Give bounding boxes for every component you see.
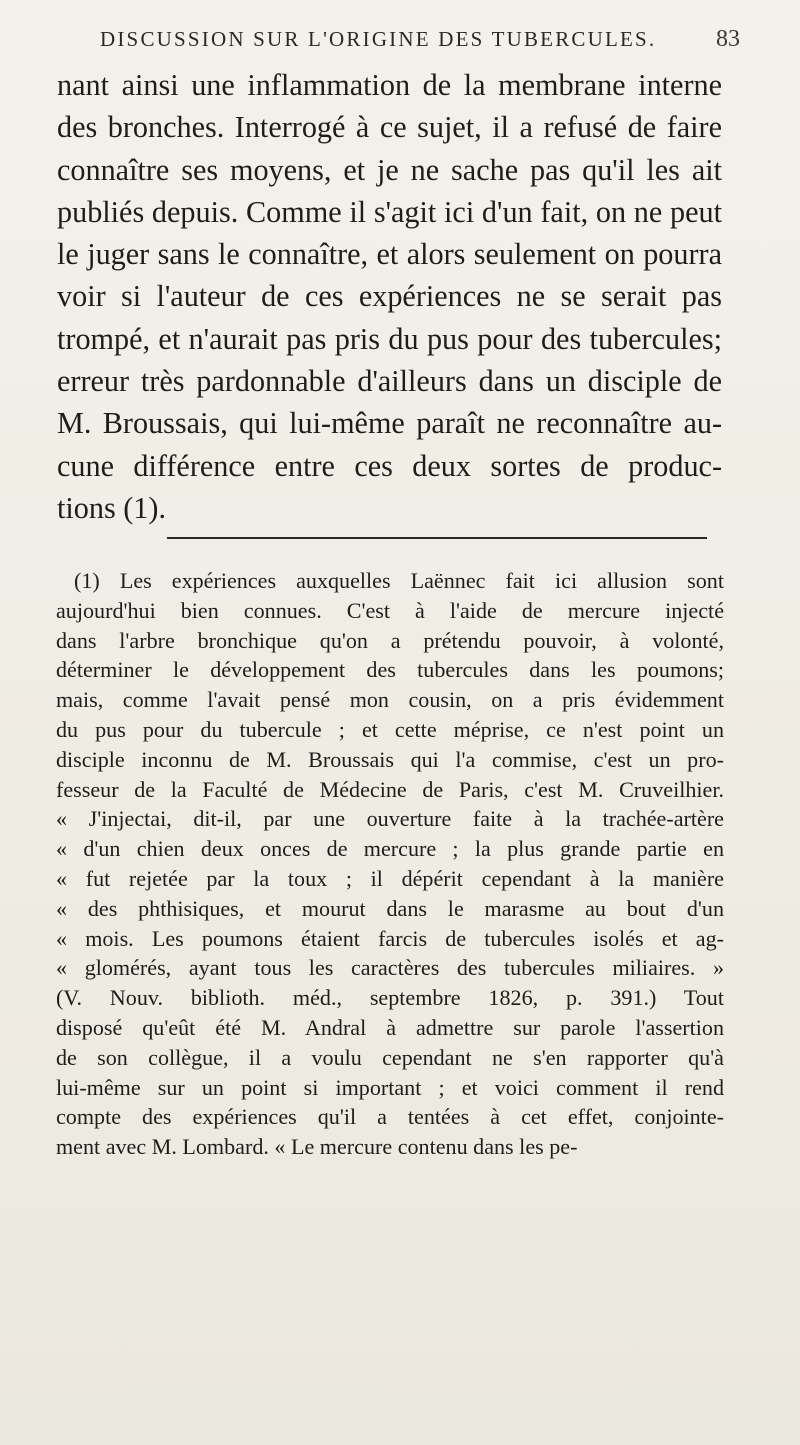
text-line: erreur très pardonnable d'ailleurs dans un disciple de xyxy=(57,364,722,399)
footnote-line: « fut rejetée par la toux ; il dépérit cependant à la manière xyxy=(56,865,724,891)
footnote-line: « mois. Les poumons étaient farcis de tubercules isolés et ag- xyxy=(56,925,724,951)
page-header xyxy=(100,26,740,56)
footnote-line: lui-même sur un point si important ; et voici comment il rend xyxy=(56,1074,724,1100)
footnote-line: aujourd'hui bien connues. C'est à l'aide de mercure injecté xyxy=(56,597,724,623)
footnote xyxy=(56,566,724,1162)
footnote-line: « des phthisiques, et mourut dans le marasme au bout d'un xyxy=(56,895,724,921)
main-paragraph xyxy=(57,64,722,529)
footnote-line: déterminer le développement des tubercules dans les poumons; xyxy=(56,657,724,683)
text-line: le juger sans le connaître, et alors seulement on pourra xyxy=(57,237,722,272)
footnote-line: mais, comme l'avait pensé mon cousin, on a pris évidemment xyxy=(56,687,724,713)
footnote-line: de son collègue, il a voulu cependant ne s'en rapporter qu'à xyxy=(56,1044,724,1070)
footnote-line: disciple inconnu de M. Broussais qui l'a commise, c'est un pro- xyxy=(56,746,724,772)
text-line: voir si l'auteur de ces expériences ne se serait pas xyxy=(57,279,722,314)
footnote-line: dans l'arbre bronchique qu'on a prétendu pouvoir, à volonté, xyxy=(56,627,724,653)
page-number: 83 xyxy=(716,26,740,52)
footnote-line: « d'un chien deux onces de mercure ; la plus grande partie en xyxy=(56,836,724,862)
footnote-line: du pus pour du tubercule ; et cette méprise, ce n'est point un xyxy=(56,716,724,742)
text-line: nant ainsi une inflammation de la membrane interne xyxy=(57,68,722,102)
text-line: connaître ses moyens, et je ne sache pas qu'il les ait xyxy=(57,152,722,187)
footnote-line: fesseur de la Faculté de Médecine de Paris, c'est M. Cruveilhier. xyxy=(56,776,724,802)
footnote-line: ment avec M. Lombard. « Le mercure contenu dans les pe- xyxy=(56,1134,578,1160)
running-title: DISCUSSION SUR L'ORIGINE DES TUBERCULES. xyxy=(100,27,657,51)
footnote-line: (1) Les expériences auxquelles Laënnec fait ici allusion sont xyxy=(74,568,724,593)
text-line: des bronches. Interrogé à ce sujet, il a refusé de faire xyxy=(57,110,722,145)
text-line: tions (1). xyxy=(57,490,167,525)
footnote-line: compte des expériences qu'il a tentées à cet effet, conjointe- xyxy=(56,1104,724,1130)
text-line: publiés depuis. Comme il s'agit ici d'un fait, on ne peut xyxy=(57,194,722,229)
text-line: trompé, et n'aurait pas pris du pus pour des tubercules; xyxy=(57,321,722,356)
footnote-line: disposé qu'eût été M. Andral à admettre sur parole l'assertion xyxy=(56,1014,724,1040)
footnote-line: (V. Nouv. biblioth. méd., septembre 1826, p. 391.) Tout xyxy=(56,985,724,1011)
text-line: M. Broussais, qui lui-même paraît ne reconnaître au- xyxy=(57,406,722,441)
footnote-line: « J'injectai, dit-il, par une ouverture faite à la trachée-artère xyxy=(56,806,724,832)
footnote-line: « glomérés, ayant tous les caractères des tubercules miliaires. » xyxy=(56,955,724,981)
text-line: cune différence entre ces deux sortes de produc- xyxy=(57,448,722,483)
footnote-separator xyxy=(167,537,707,539)
